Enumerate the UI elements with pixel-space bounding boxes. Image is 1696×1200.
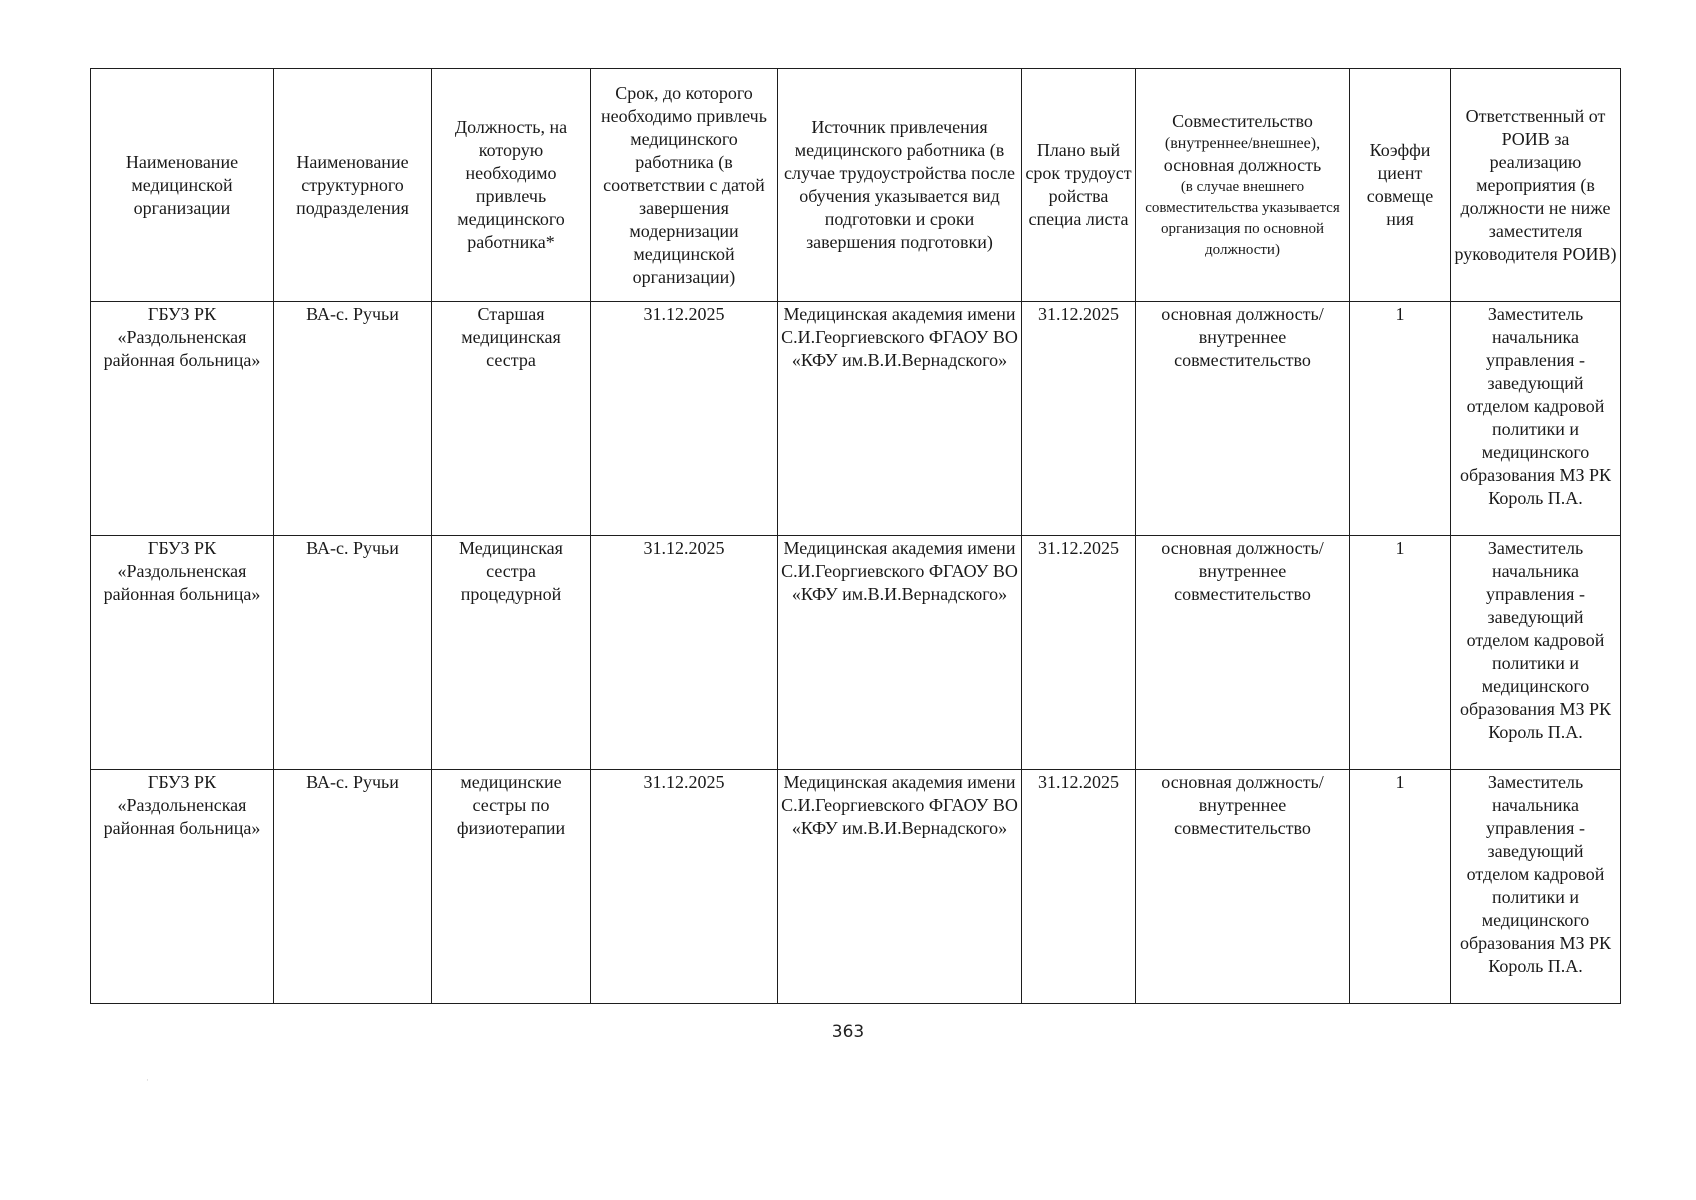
cell-position: медицинские сестры по физиотерапии	[432, 770, 591, 1004]
header-combination-note: (в случае внешнего совместительства указывается организация по основной должности)	[1145, 178, 1340, 258]
cell-coefficient: 1	[1350, 536, 1451, 770]
cell-combination: основная должность/ внутреннее совместительство	[1136, 770, 1350, 1004]
staffing-table	[90, 68, 1621, 1004]
header-planned-date: Плано вый срок трудоуст ройства специа листа	[1022, 69, 1136, 302]
header-deadline: Срок, до которого необходимо привлечь медицинского работника (в соответствии с датой завершения модернизации медицинской организации)	[591, 69, 778, 302]
scan-speck: ·	[146, 1076, 149, 1086]
cell-coefficient: 1	[1350, 770, 1451, 1004]
cell-source: Медицинская академия имени С.И.Георгиевского ФГАОУ ВО «КФУ им.В.И.Вернадского»	[778, 536, 1022, 770]
cell-responsible: Заместитель начальника управления - заведующий отделом кадровой политики и медицинского образования МЗ РК Король П.А.	[1451, 302, 1621, 536]
header-position: Должность, на которую необходимо привлечь медицинского работника*	[432, 69, 591, 302]
cell-department: ВА-с. Ручьи	[274, 302, 432, 536]
table-header-row	[91, 69, 1621, 302]
cell-source: Медицинская академия имени С.И.Георгиевского ФГАОУ ВО «КФУ им.В.И.Вернадского»	[778, 302, 1022, 536]
table-row	[91, 302, 1621, 536]
cell-deadline: 31.12.2025	[591, 536, 778, 770]
cell-position: Старшая медицинская сестра	[432, 302, 591, 536]
cell-department: ВА-с. Ручьи	[274, 770, 432, 1004]
cell-responsible: Заместитель начальника управления - заведующий отделом кадровой политики и медицинского образования МЗ РК Король П.А.	[1451, 770, 1621, 1004]
cell-organization: ГБУЗ РК «Раздольненская районная больница»	[91, 536, 274, 770]
cell-department: ВА-с. Ручьи	[274, 536, 432, 770]
header-coefficient: Коэффи циент совмеще ния	[1350, 69, 1451, 302]
cell-deadline: 31.12.2025	[591, 302, 778, 536]
header-source: Источник привлечения медицинского работника (в случае трудоустройства после обучения указывается вид подготовки и сроки завершения подготовки)	[778, 69, 1022, 302]
cell-responsible: Заместитель начальника управления - заведующий отделом кадровой политики и медицинского образования МЗ РК Король П.А.	[1451, 536, 1621, 770]
cell-combination: основная должность/ внутреннее совместительство	[1136, 536, 1350, 770]
page-number: 363	[831, 1022, 865, 1042]
cell-combination: основная должность/ внутреннее совместительство	[1136, 302, 1350, 536]
header-organization: Наименование медицинской организации	[91, 69, 274, 302]
header-combination	[1136, 69, 1350, 302]
table-row	[91, 536, 1621, 770]
cell-planned-date: 31.12.2025	[1022, 536, 1136, 770]
header-combination-line2: (внутреннее/внешнее),	[1164, 134, 1321, 152]
header-department: Наименование структурного подразделения	[274, 69, 432, 302]
cell-coefficient: 1	[1350, 302, 1451, 536]
cell-organization: ГБУЗ РК «Раздольненская районная больница»	[91, 770, 274, 1004]
cell-position: Медицинская сестра процедурной	[432, 536, 591, 770]
table-row	[91, 770, 1621, 1004]
header-responsible: Ответственный от РОИВ за реализацию мероприятия (в должности не ниже заместителя руководителя РОИВ)	[1451, 69, 1621, 302]
header-combination-line3: основная должность	[1163, 154, 1322, 175]
cell-source: Медицинская академия имени С.И.Георгиевского ФГАОУ ВО «КФУ им.В.И.Вернадского»	[778, 770, 1022, 1004]
header-combination-line1: Совместительство	[1172, 110, 1313, 131]
cell-deadline: 31.12.2025	[591, 770, 778, 1004]
cell-planned-date: 31.12.2025	[1022, 770, 1136, 1004]
cell-organization: ГБУЗ РК «Раздольненская районная больница»	[91, 302, 274, 536]
cell-planned-date: 31.12.2025	[1022, 302, 1136, 536]
